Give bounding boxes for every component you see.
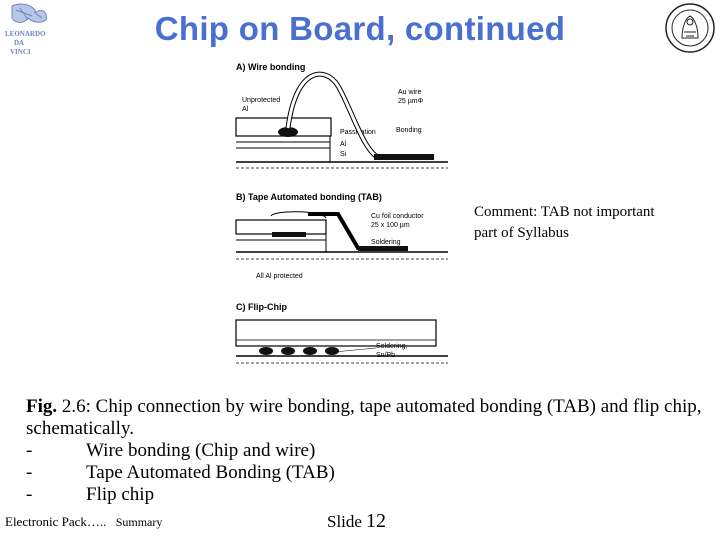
label-cu-foil-size: 25 x 100 µm bbox=[371, 222, 410, 229]
university-seal-icon bbox=[664, 2, 716, 54]
leonardo-logo bbox=[2, 2, 52, 64]
label-all-al-protected: All Al protected bbox=[256, 273, 303, 280]
list-item bbox=[26, 440, 706, 462]
svg-text:DA: DA bbox=[14, 39, 25, 47]
label-al2: Al bbox=[340, 141, 347, 148]
label-si: Si bbox=[340, 151, 347, 158]
label-soldering: Soldering bbox=[371, 239, 401, 246]
footer-course-name: Electronic Pack….. bbox=[5, 514, 107, 529]
label-au-wire: Au wire bbox=[398, 89, 422, 96]
list-item-text: Tape Automated Bonding (TAB) bbox=[86, 462, 335, 483]
label-unprotected: Unprotected bbox=[242, 97, 281, 104]
footer-summary-link[interactable]: Summary bbox=[115, 515, 163, 529]
label-cu-foil: Cu foil conductor bbox=[371, 213, 424, 220]
section-c-label: C) Flip-Chip bbox=[236, 302, 287, 312]
list-dash: - bbox=[26, 462, 33, 483]
caption-fig-label: Fig. bbox=[26, 396, 58, 417]
list-item bbox=[26, 462, 706, 484]
caption-text bbox=[26, 396, 706, 440]
slide-number bbox=[327, 510, 386, 533]
caption-body: 2.6: Chip connection by wire bonding, tape automated bonding (TAB) and flip chip, schematically. bbox=[26, 396, 702, 439]
comment-line-1: Comment: TAB not important bbox=[474, 204, 655, 220]
label-snpb: Sn/Pb bbox=[376, 352, 396, 359]
label-passivation: Passivation bbox=[340, 129, 376, 136]
list-dash: - bbox=[26, 440, 33, 461]
label-au-wire-size: 25 µmΦ bbox=[398, 98, 424, 105]
list-item-text: Wire bonding (Chip and wire) bbox=[86, 440, 316, 461]
svg-text:VINCI: VINCI bbox=[10, 48, 31, 56]
section-a-label: A) Wire bonding bbox=[236, 62, 306, 72]
list-item-text: Flip chip bbox=[86, 484, 155, 505]
list-item bbox=[26, 484, 706, 506]
chip-connection-figure bbox=[226, 56, 466, 386]
footer-left bbox=[5, 514, 162, 530]
svg-text:LEONARDO: LEONARDO bbox=[5, 30, 46, 38]
label-soldering2: Soldering, bbox=[376, 343, 408, 350]
label-al: Al bbox=[242, 106, 249, 113]
slide-title: Chip on Board, continued bbox=[154, 10, 566, 47]
list-dash: - bbox=[26, 484, 33, 505]
label-bonding: Bonding bbox=[396, 127, 422, 134]
slide-label: Slide bbox=[327, 512, 362, 531]
figure-caption bbox=[26, 396, 706, 506]
slide-number-value: 12 bbox=[365, 510, 386, 532]
comment-note bbox=[474, 202, 714, 244]
comment-line-2: part of Syllabus bbox=[474, 225, 569, 241]
section-b-label: B) Tape Automated bonding (TAB) bbox=[236, 192, 382, 202]
